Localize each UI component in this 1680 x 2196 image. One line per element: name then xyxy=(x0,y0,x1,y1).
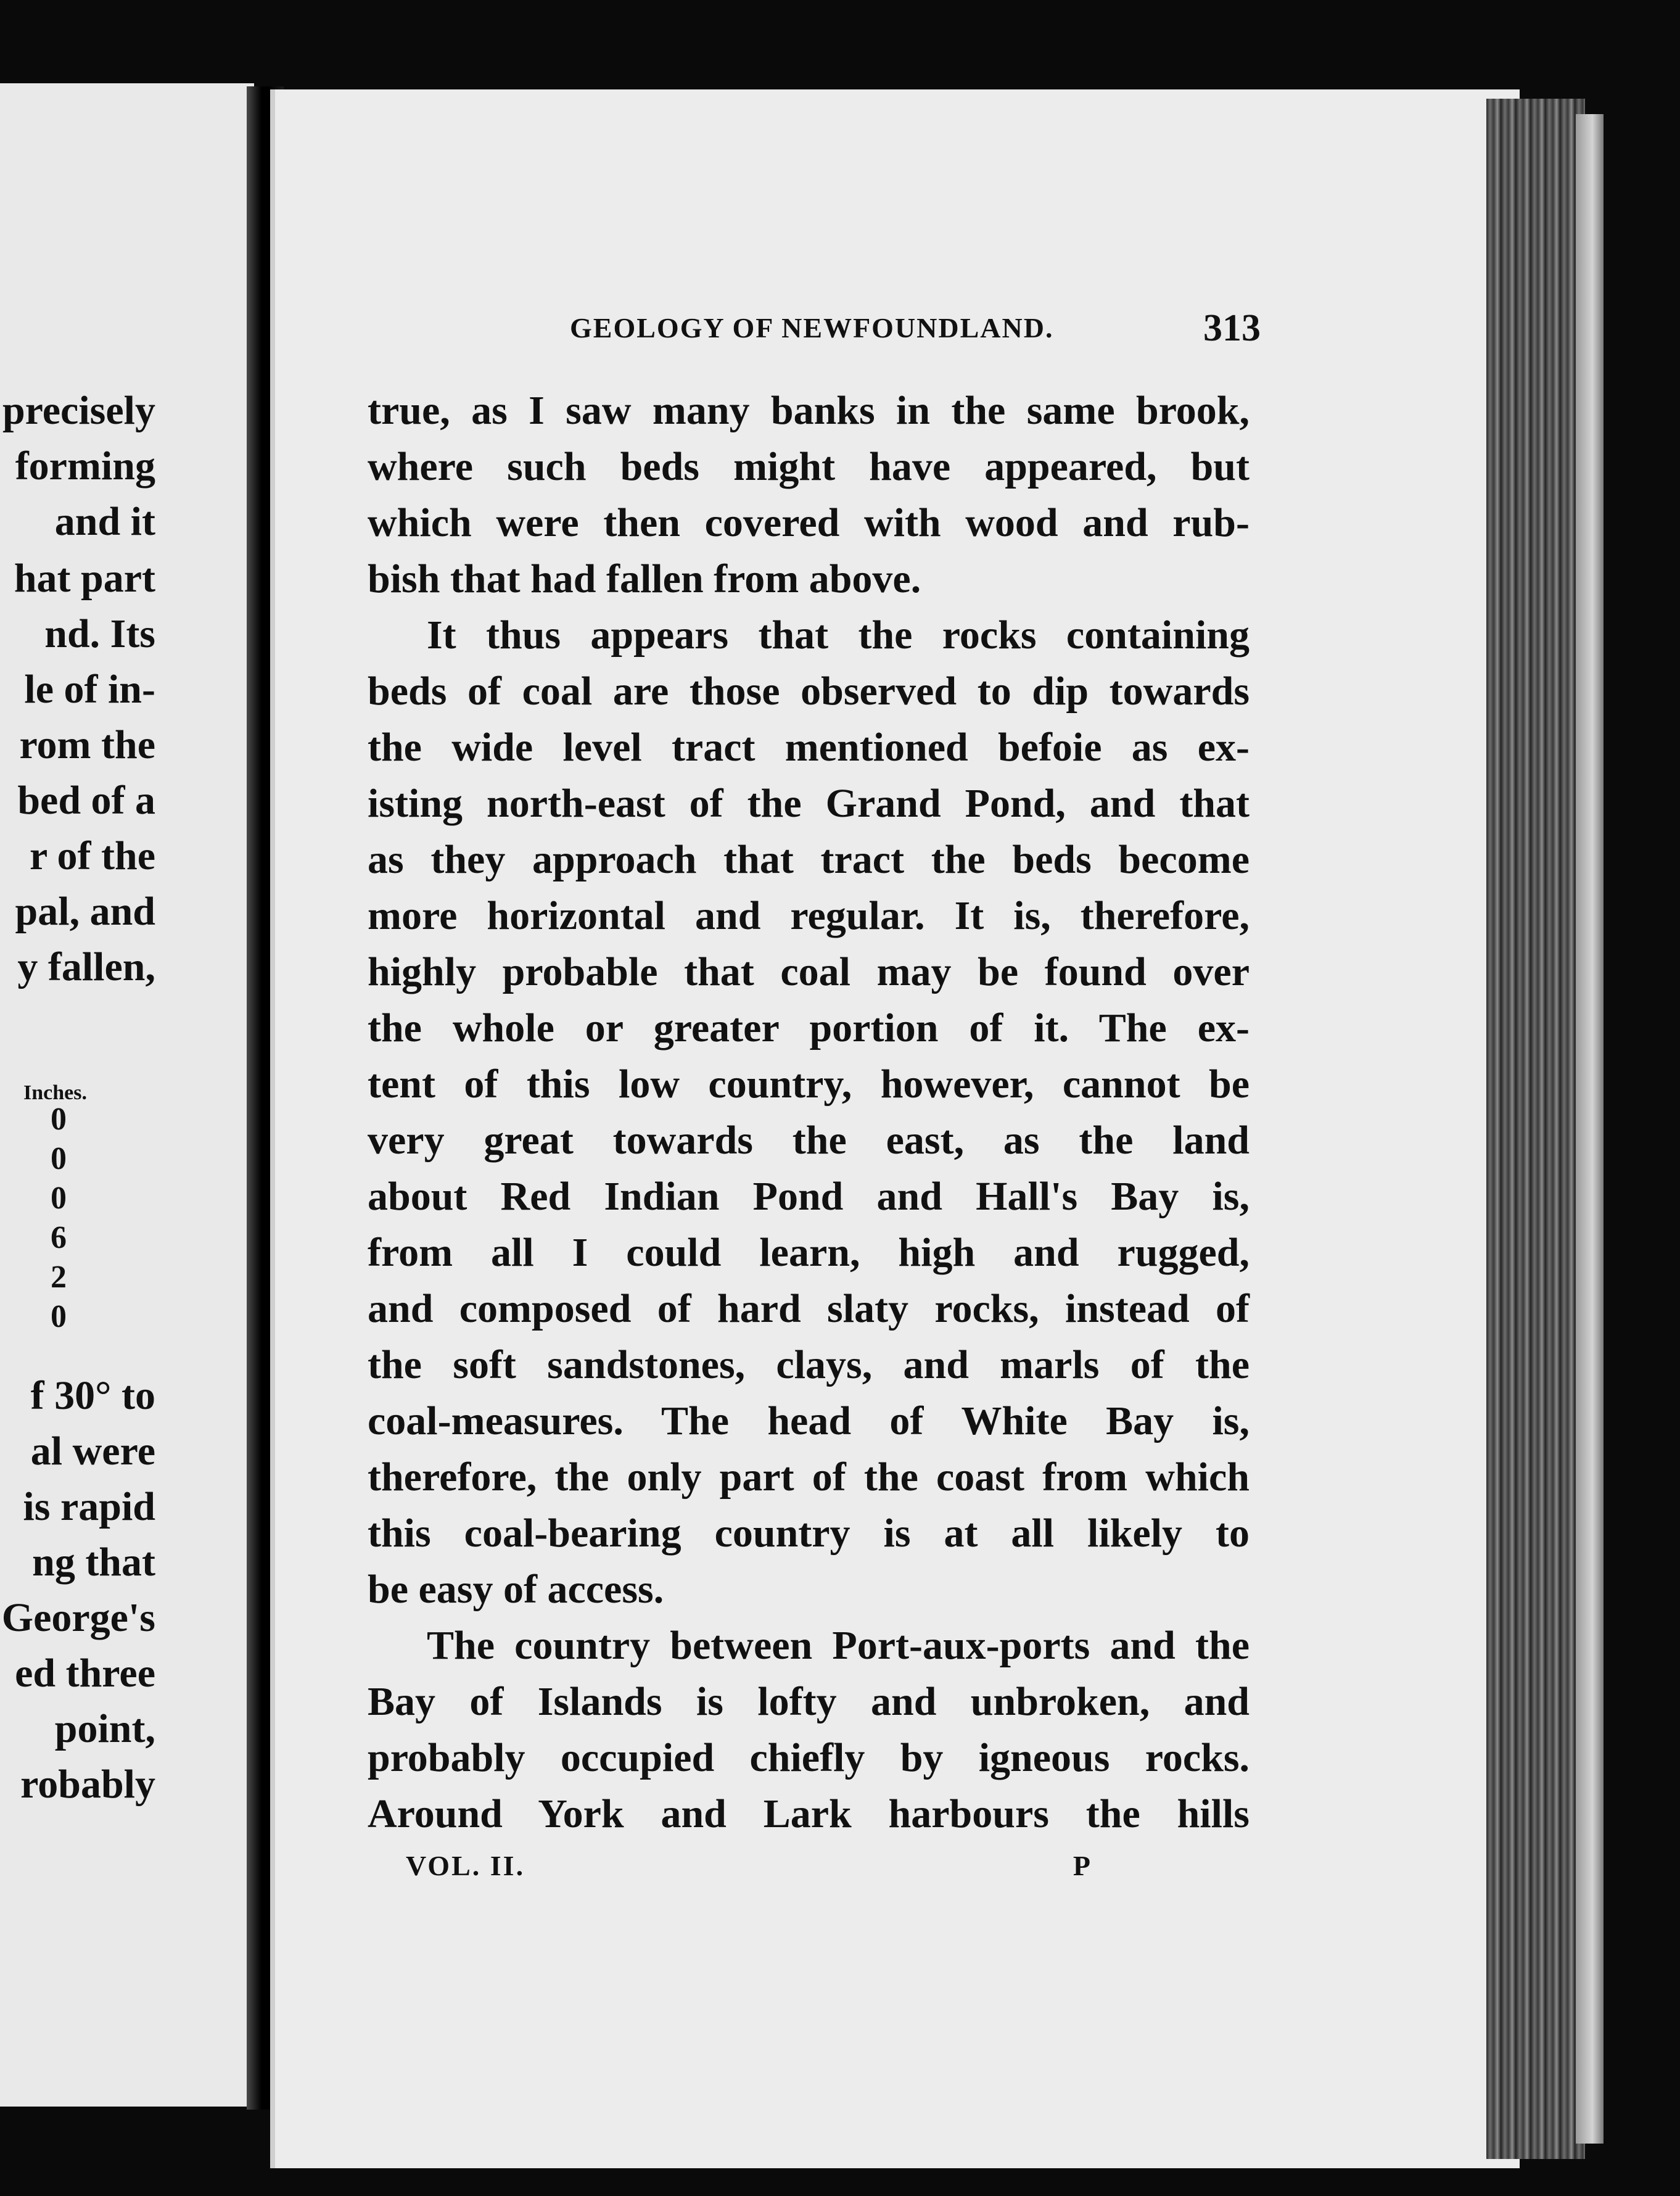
text-line: more horizontal and regular. It is, therefore, xyxy=(368,893,1250,938)
text-line: the wide level tract mentioned befoie as ex- xyxy=(368,725,1250,770)
text-line: and composed of hard slaty rocks, instead of xyxy=(368,1286,1250,1331)
text-line: the whole or greater portion of it. The ex- xyxy=(368,1005,1250,1051)
text-line: tent of this low country, however, cannot be xyxy=(368,1062,1250,1107)
page-header xyxy=(570,307,1261,355)
left-page-line: and it xyxy=(54,499,155,544)
left-page-line: le of in- xyxy=(24,667,155,712)
inches-value: 2 xyxy=(51,1260,67,1295)
inches-value: 0 xyxy=(51,1102,67,1137)
gathering-signature: P xyxy=(1073,1850,1090,1881)
text-line: Around York and Lark harbours the hills xyxy=(368,1791,1250,1836)
left-page-line: nd. Its xyxy=(44,611,155,656)
left-facing-page xyxy=(0,83,254,2107)
left-page-line: George's xyxy=(1,1595,155,1640)
inches-value: 0 xyxy=(51,1181,67,1216)
inches-column-header: Inches. xyxy=(23,1081,87,1104)
text-line: coal-measures. The head of White Bay is, xyxy=(368,1398,1250,1443)
left-page-line: r of the xyxy=(29,833,155,878)
text-line: Bay of Islands is lofty and unbroken, and xyxy=(368,1679,1250,1724)
left-page-line: f 30° to xyxy=(30,1373,155,1418)
left-page-line: rom the xyxy=(19,722,155,767)
left-page-line: point, xyxy=(54,1706,155,1751)
page-number: 313 xyxy=(1203,307,1261,349)
left-page-line: hat part xyxy=(14,556,155,601)
text-line: where such beds might have appeared, but xyxy=(368,444,1250,489)
left-page-line: ed three xyxy=(15,1651,155,1696)
text-line: about Red Indian Pond and Hall's Bay is, xyxy=(368,1174,1250,1219)
text-line: It thus appears that the rocks containing xyxy=(427,613,1250,658)
left-page-line: al were xyxy=(30,1429,155,1474)
text-line: therefore, the only part of the coast from which xyxy=(368,1455,1250,1500)
text-line: which were then covered with wood and rub- xyxy=(368,500,1250,545)
text-line: isting north-east of the Grand Pond, and that xyxy=(368,781,1250,826)
text-line: The country between Port-aux-ports and the xyxy=(427,1623,1250,1668)
volume-signature: VOL. II. xyxy=(406,1850,525,1881)
text-line: true, as I saw many banks in the same brook, xyxy=(368,388,1250,433)
left-page-line: precisely xyxy=(2,388,155,433)
left-page-line: is rapid xyxy=(23,1484,155,1529)
text-line: bish that had fallen from above. xyxy=(368,556,921,601)
left-page-line: y fallen, xyxy=(17,944,155,989)
text-line: as they approach that tract the beds become xyxy=(368,837,1250,882)
text-line: highly probable that coal may be found over xyxy=(368,949,1250,994)
left-page-line: bed of a xyxy=(17,778,155,823)
running-head: GEOLOGY OF NEWFOUNDLAND. xyxy=(570,312,1054,344)
left-page-line: robably xyxy=(20,1762,155,1807)
text-line: this coal-bearing country is at all likely to xyxy=(368,1511,1250,1556)
text-line: beds of coal are those observed to dip towards xyxy=(368,669,1250,714)
left-page-line: pal, and xyxy=(15,889,155,934)
text-line: the soft sandstones, clays, and marls of the xyxy=(368,1342,1250,1387)
page-edge-highlight xyxy=(1576,114,1604,2144)
text-line: be easy of access. xyxy=(368,1567,664,1612)
inches-value: 0 xyxy=(51,1141,67,1176)
inches-value: 6 xyxy=(51,1220,67,1255)
text-line: probably occupied chiefly by igneous rocks. xyxy=(368,1735,1250,1780)
text-line: very great towards the east, as the land xyxy=(368,1118,1250,1163)
text-line: from all I could learn, high and rugged, xyxy=(368,1230,1250,1275)
body-text xyxy=(368,382,1250,1842)
left-page-line: forming xyxy=(15,444,155,489)
left-page-line: ng that xyxy=(32,1540,155,1585)
page-edges xyxy=(1486,99,1585,2159)
inches-value: 0 xyxy=(51,1299,67,1334)
